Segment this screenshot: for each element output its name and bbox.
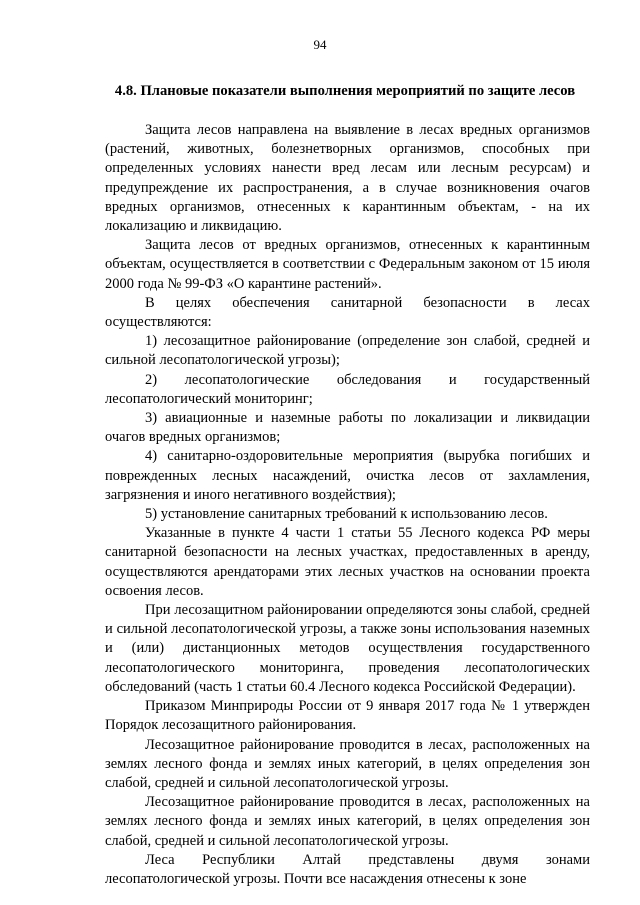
list-item: 1) лесозащитное районирование (определение зон слабой, средней и сильной лесопатологической угрозы);: [105, 333, 590, 369]
paragraph: Указанные в пункте 4 части 1 статьи 55 Лесного кодекса РФ меры санитарной безопасности на лесных участках, предоставленных в аренду, осуществляются арендаторами этих лесных участков на основании проекта освоения лесов.: [105, 525, 590, 599]
list-item: 4) санитарно-оздоровительные мероприятия (вырубка погибших и поврежденных лесных насаждений, очистка лесов от захламления, загрязнения и иного негативного воздействия);: [105, 448, 590, 503]
page-number: 94: [313, 37, 327, 52]
list-item: 3) авиационные и наземные работы по локализации и ликвидации очагов вредных организмов;: [105, 410, 590, 446]
paragraph: Приказом Минприроды России от 9 января 2017 года № 1 утвержден Порядок лесозащитного районирования.: [105, 698, 590, 734]
list-item: 2) лесопатологические обследования и государственный лесопатологический мониторинг;: [105, 371, 590, 407]
list-item: 5) установление санитарных требований к использованию лесов.: [145, 506, 548, 523]
paragraph: Лесозащитное районирование проводится в лесах, расположенных на землях лесного фонда и землях иных категорий, в целях определения зон слабой, средней и сильной лесопатологической угрозы.: [105, 794, 590, 849]
paragraph: Защита лесов направлена на выявление в лесах вредных организмов (растений, животных, болезнетворных организмов, способных при определенных условиях нанести вред лесам или лесным ресурсам) и предупреждение их распространения, а в случае возникновения очагов вредных организмов, отнесенных к карантинным объектам, - на их локализацию и ликвидацию.: [105, 122, 590, 235]
paragraph: Лесозащитное районирование проводится в лесах, расположенных на землях лесного фонда и землях иных категорий, в целях определения зон слабой, средней и сильной лесопатологической угрозы.: [105, 736, 590, 791]
paragraph: В целях обеспечения санитарной безопасности в лесах осуществляются:: [105, 294, 590, 331]
section-heading: 4.8. Плановые показатели выполнения мероприятий по защите лесов: [114, 83, 576, 99]
body-text: [105, 121, 590, 889]
paragraph: При лесозащитном районировании определяются зоны слабой, средней и сильной лесопатологической угрозы, а также зоны использования наземных и (или) дистанционных методов осуществления государственного лесопатологического мониторинга, проведения лесопатологических обследований (часть 1 статьи 60.4 Лесного кодекса Российской Федерации).: [105, 602, 590, 695]
paragraph: Защита лесов от вредных организмов, отнесенных к карантинным объектам, осуществляется в соответствии с Федеральным законом от 15 июля 2000 года № 99-ФЗ «О карантине растений».: [105, 237, 590, 292]
paragraph: Леса Республики Алтай представлены двумя зонами лесопатологической угрозы. Почти все насаждения отнесены к зоне: [105, 851, 590, 887]
